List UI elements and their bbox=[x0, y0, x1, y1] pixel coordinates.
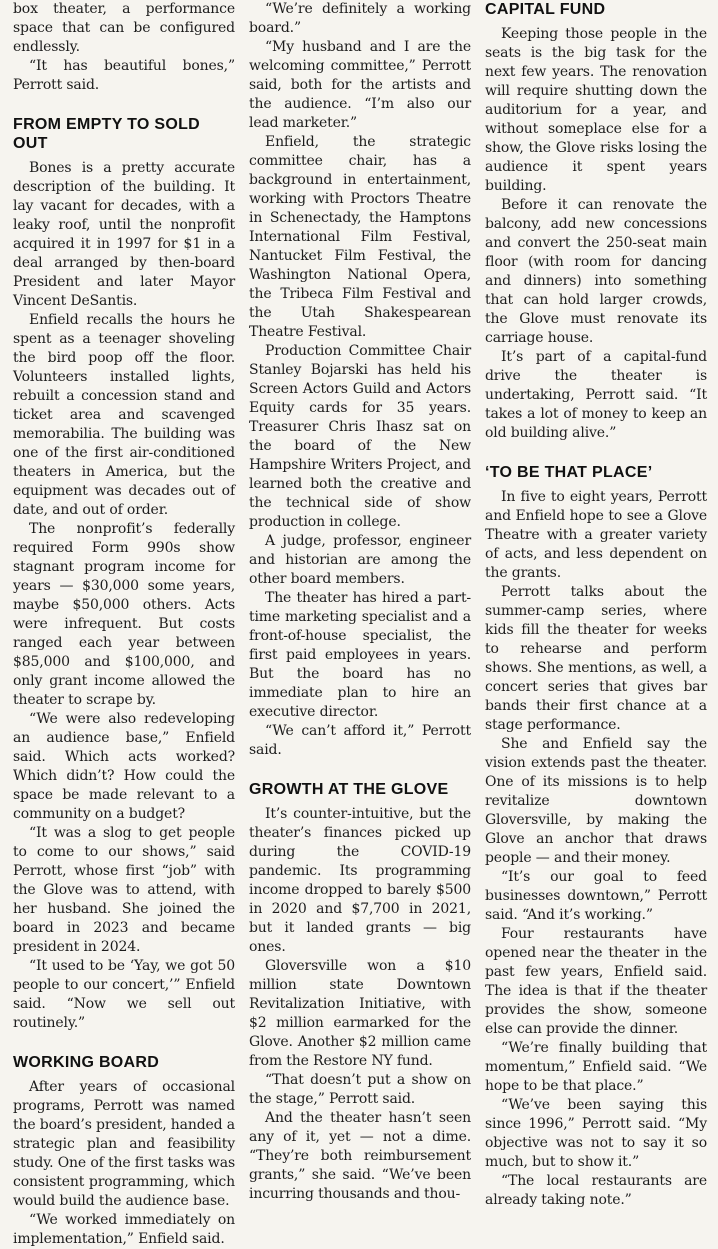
column-2 bbox=[249, 0, 471, 1202]
paragraph: “It has beautiful bones,” Perrott said. bbox=[13, 58, 235, 93]
paragraph: “The local restaurants are already taking note.” bbox=[485, 1173, 707, 1208]
paragraph: Bones is a pretty accurate description of the building. It lay vacant for decades, with a leaky roof, until the nonprofit acquired it in 1997 for $1 in a deal arranged by then-board President and later Mayor Vincent DeSantis. bbox=[13, 160, 235, 309]
paragraph: “It used to be ‘Yay, we got 50 people to our concert,’” Enfield said. “Now we sell out routinely.” bbox=[13, 958, 235, 1031]
paragraph: Before it can renovate the balcony, add new concessions and convert the 250-seat main floor (with room for dancing and dinners) into something that can hold larger crowds, the Glove must renovate its carriage house. bbox=[485, 197, 707, 346]
paragraph: After years of occasional programs, Perrott was named the board’s president, handed a strategic plan and feasibility study. One of the first tasks was consistent programming, which would build the audience base. bbox=[13, 1079, 235, 1209]
paragraph: A judge, professor, engineer and historian are among the other board members. bbox=[249, 533, 471, 587]
paragraph: “We can’t afford it,” Perrott said. bbox=[249, 723, 471, 758]
section-heading: ‘TO BE THAT PLACE’ bbox=[485, 464, 653, 481]
paragraph: “We worked immediately on implementation,” Enfield said. bbox=[13, 1212, 235, 1247]
paragraph: “We’re definitely a working board.” bbox=[249, 1, 471, 36]
paragraph: “It was a slog to get people to come to our shows,” said Perrott, whose first “job” with the Glove was to attend, with her husband. She joined the board in 2023 and became president in 2024. bbox=[13, 825, 235, 955]
paragraph: The nonprofit’s federally required Form 990s show stagnant program income for years — $30,000 some years, maybe $50,000 others. Acts were infrequent. But costs ranged each year between $85,000 and $100,000, and only grant income allowed the theater to scrape by. bbox=[13, 521, 235, 708]
paragraph: Four restaurants have opened near the theater in the past few years, Enfield said. The idea is that if the theater provides the show, someone else can provide the dinner. bbox=[485, 926, 707, 1037]
paragraph: “We’re finally building that momentum,” Enfield said. “We hope to be that place.” bbox=[485, 1040, 707, 1094]
paragraph: Production Committee Chair Stanley Bojarski has held his Screen Actors Guild and Actors Equity cards for 35 years. Treasurer Chris Ihasz sat on the board of the New Hampshire Writers Project, and learned both the creative and the technical side of show production in college. bbox=[249, 343, 471, 530]
paragraph: It’s part of a capital-fund drive the theater is undertaking, Perrott said. “It takes a lot of money to keep an old building alive.” bbox=[485, 349, 707, 441]
paragraph: Enfield recalls the hours he spent as a teenager shoveling the bird poop off the floor. Volunteers installed lights, rebuilt a concession stand and ticket area and scavenged memorabilia. The building was one of the first air-conditioned theaters in America, but the equipment was decades out of date, and out of order. bbox=[13, 312, 235, 518]
column-3 bbox=[485, 0, 707, 1208]
paragraph: “We’ve been saying this since 1996,” Perrott said. “My objective was not to say it so much, but to show it.” bbox=[485, 1097, 707, 1170]
section-heading: WORKING BOARD bbox=[13, 1054, 160, 1071]
paragraph: And the theater hasn’t seen any of it, yet — not a dime. “They’re both reimbursement grants,” she said. “We’ve been incurring thousands and thou- bbox=[249, 1110, 471, 1202]
paragraph: In five to eight years, Perrott and Enfield hope to see a Glove Theatre with a greater variety of acts, and less dependent on the grants. bbox=[485, 489, 707, 581]
paragraph: Perrott talks about the summer-camp series, where kids fill the theater for weeks to rehearse and perform shows. She mentions, as well, a concert series that gives bar bands their first chance at a stage performance. bbox=[485, 584, 707, 733]
paragraph: “It’s our goal to feed businesses downtown,” Perrott said. “And it’s working.” bbox=[485, 869, 707, 923]
section-heading: GROWTH AT THE GLOVE bbox=[249, 781, 449, 798]
paragraph: Keeping those people in the seats is the big task for the next few years. The renovation will require shutting down the auditorium for a year, and without someplace else for a show, the Glove risks losing the audience it spent years building. bbox=[485, 26, 707, 194]
paragraph: box theater, a performance space that can be configured endlessly. bbox=[13, 1, 235, 55]
section-heading: FROM EMPTY TO SOLD OUT bbox=[13, 116, 201, 152]
paragraph: “We were also redeveloping an audience base,” Enfield said. Which acts worked? Which didn’t? How could the space be made relevant to a community on a budget? bbox=[13, 711, 235, 822]
paragraph: Gloversville won a $10 million state Downtown Revitalization Initiative, with $2 million earmarked for the Glove. Another $2 million came from the Restore NY fund. bbox=[249, 958, 471, 1069]
column-1 bbox=[13, 0, 235, 1247]
paragraph: She and Enfield say the vision extends past the theater. One of its missions is to help revitalize downtown Gloversville, by making the Glove an anchor that draws people — and their money. bbox=[485, 736, 707, 866]
paragraph: Enfield, the strategic committee chair, has a background in entertainment, working with Proctors Theatre in Schenectady, the Hamptons International Film Festival, Nantucket Film Festival, the Washington National Opera, the Tribeca Film Festival and the Utah Shakespearean Theatre Festival. bbox=[249, 134, 471, 340]
paragraph: It’s counter-intuitive, but the theater’s finances picked up during the COVID-19 pandemic. Its programming income dropped to barely $500 in 2020 and $7,700 in 2021, but it landed grants — big ones. bbox=[249, 806, 471, 955]
section-heading: CAPITAL FUND bbox=[485, 1, 606, 18]
paragraph: “That doesn’t put a show on the stage,” Perrott said. bbox=[249, 1072, 471, 1107]
paragraph: “My husband and I are the welcoming committee,” Perrott said, both for the artists and the audience. “I’m also our lead marketer.” bbox=[249, 39, 471, 131]
paragraph: The theater has hired a part-time marketing specialist and a front-of-house specialist, the first paid employees in years. But the board has no immediate plan to hire an executive director. bbox=[249, 590, 471, 720]
